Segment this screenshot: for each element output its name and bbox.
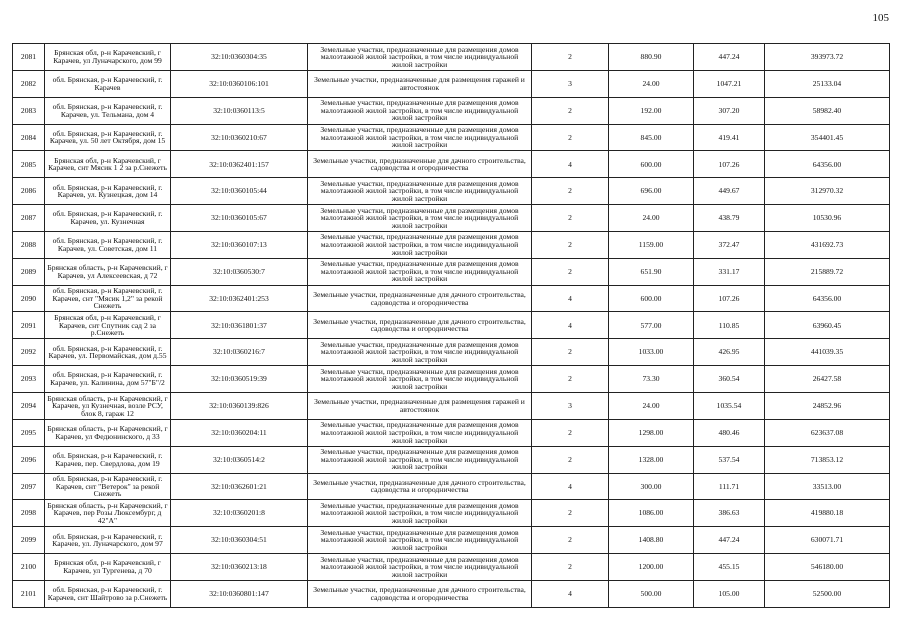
row-cadastral-number: 32:10:0360105:44 (171, 178, 308, 205)
row-group: 2 (532, 258, 609, 285)
row-area: 192.00 (609, 97, 694, 124)
row-address: обл. Брянская, р-н Карачевский, г. Карачев, ул. Первомайская, дом д.55 (45, 339, 171, 366)
row-cadastral-value: 630071.71 (765, 527, 890, 554)
row-address: Брянская область, р-н Карачевский, г Карачев, ул Алексеевская, д 72 (45, 258, 171, 285)
table-row (13, 339, 890, 366)
row-group: 3 (532, 392, 609, 419)
row-land-purpose: Земельные участки, предназначенные для дачного строительства, садоводства и огородничества (308, 473, 532, 500)
row-cadastral-number: 32:10:0360204:11 (171, 419, 308, 446)
row-number: 2101 (13, 580, 45, 607)
row-address: обл. Брянская, р-н Карачевский, г. Карачев, снт "Ветерок" за рекой Снежеть (45, 473, 171, 500)
row-land-purpose: Земельные участки, предназначенные для размещения домов малоэтажной жилой застройки, в том числе индивидуальной жилой застройки (308, 97, 532, 124)
row-cadastral-value: 26427.58 (765, 366, 890, 393)
row-cadastral-number: 32:10:0360530:7 (171, 258, 308, 285)
row-land-purpose: Земельные участки, предназначенные для размещения домов малоэтажной жилой застройки, в том числе индивидуальной жилой застройки (308, 554, 532, 581)
row-cadastral-number: 32:10:0362401:253 (171, 285, 308, 312)
row-cadastral-number: 32:10:0360801:147 (171, 580, 308, 607)
row-address: обл. Брянская, р-н Карачевский, г. Карачев, ул. Советская, дом 11 (45, 231, 171, 258)
row-group: 2 (532, 554, 609, 581)
row-unit-value: 480.46 (694, 419, 765, 446)
row-group: 4 (532, 580, 609, 607)
row-land-purpose: Земельные участки, предназначенные для размещения домов малоэтажной жилой застройки, в том числе индивидуальной жилой застройки (308, 258, 532, 285)
table-row (13, 258, 890, 285)
row-address: Брянская обл, р-н Карачевский, г Карачев, ул Луначарского, дом 99 (45, 44, 171, 71)
row-unit-value: 372.47 (694, 231, 765, 258)
row-land-purpose: Земельные участки, предназначенные для размещения гаражей и автостоянок (308, 392, 532, 419)
row-group: 2 (532, 231, 609, 258)
row-group: 2 (532, 124, 609, 151)
table-row (13, 392, 890, 419)
row-land-purpose: Земельные участки, предназначенные для дачного строительства, садоводства и огородничества (308, 312, 532, 339)
row-cadastral-value: 52500.00 (765, 580, 890, 607)
row-unit-value: 107.26 (694, 151, 765, 178)
table-row (13, 205, 890, 232)
row-area: 1033.00 (609, 339, 694, 366)
row-cadastral-number: 32:10:0360210:67 (171, 124, 308, 151)
row-area: 1298.00 (609, 419, 694, 446)
row-number: 2084 (13, 124, 45, 151)
row-group: 2 (532, 178, 609, 205)
row-cadastral-value: 10530.96 (765, 205, 890, 232)
row-area: 24.00 (609, 70, 694, 97)
row-land-purpose: Земельные участки, предназначенные для размещения гаражей и автостоянок (308, 70, 532, 97)
row-number: 2087 (13, 205, 45, 232)
row-area: 696.00 (609, 178, 694, 205)
table-row (13, 580, 890, 607)
table-row (13, 527, 890, 554)
row-number: 2092 (13, 339, 45, 366)
row-group: 2 (532, 366, 609, 393)
row-cadastral-value: 441039.35 (765, 339, 890, 366)
row-group: 2 (532, 339, 609, 366)
row-group: 4 (532, 312, 609, 339)
table-row (13, 124, 890, 151)
row-cadastral-value: 623637.08 (765, 419, 890, 446)
row-number: 2083 (13, 97, 45, 124)
row-cadastral-value: 354401.45 (765, 124, 890, 151)
table-row (13, 312, 890, 339)
table-row (13, 554, 890, 581)
row-land-purpose: Земельные участки, предназначенные для дачного строительства, садоводства и огородничества (308, 285, 532, 312)
row-cadastral-value: 312970.32 (765, 178, 890, 205)
row-land-purpose: Земельные участки, предназначенные для размещения домов малоэтажной жилой застройки, в том числе индивидуальной жилой застройки (308, 446, 532, 473)
row-number: 2100 (13, 554, 45, 581)
row-land-purpose: Земельные участки, предназначенные для размещения домов малоэтажной жилой застройки, в том числе индивидуальной жилой застройки (308, 231, 532, 258)
row-cadastral-number: 32:10:0360519:39 (171, 366, 308, 393)
row-group: 4 (532, 151, 609, 178)
row-area: 300.00 (609, 473, 694, 500)
row-unit-value: 449.67 (694, 178, 765, 205)
row-group: 2 (532, 205, 609, 232)
row-number: 2086 (13, 178, 45, 205)
row-land-purpose: Земельные участки, предназначенные для размещения домов малоэтажной жилой застройки, в том числе индивидуальной жилой застройки (308, 44, 532, 71)
row-cadastral-number: 32:10:0360216:7 (171, 339, 308, 366)
table-row (13, 44, 890, 71)
row-cadastral-number: 32:10:0360514:2 (171, 446, 308, 473)
row-unit-value: 419.41 (694, 124, 765, 151)
row-group: 4 (532, 473, 609, 500)
row-unit-value: 386.63 (694, 500, 765, 527)
row-cadastral-value: 58982.40 (765, 97, 890, 124)
row-unit-value: 307.20 (694, 97, 765, 124)
row-land-purpose: Земельные участки, предназначенные для размещения домов малоэтажной жилой застройки, в том числе индивидуальной жилой застройки (308, 527, 532, 554)
row-number: 2095 (13, 419, 45, 446)
row-address: Брянская область, р-н Карачевский, г Карачев, пер Розы Люксембург, д 42"А" (45, 500, 171, 527)
row-address: обл. Брянская, р-н Карачевский, г. Карачев, ул. Кузнецкая, дом 14 (45, 178, 171, 205)
row-unit-value: 111.71 (694, 473, 765, 500)
row-cadastral-value: 546180.00 (765, 554, 890, 581)
row-area: 1328.00 (609, 446, 694, 473)
row-land-purpose: Земельные участки, предназначенные для размещения домов малоэтажной жилой застройки, в том числе индивидуальной жилой застройки (308, 419, 532, 446)
row-group: 2 (532, 44, 609, 71)
row-number: 2093 (13, 366, 45, 393)
table-row (13, 178, 890, 205)
row-area: 1086.00 (609, 500, 694, 527)
row-address: Брянская обл, р-н Карачевский, г Карачев, снт Мясик 1 2 за р.Снежеть (45, 151, 171, 178)
table-row (13, 473, 890, 500)
row-address: обл. Брянская, р-н Карачевский, г. Карачев, снт Шайтрово за р.Снежеть (45, 580, 171, 607)
row-land-purpose: Земельные участки, предназначенные для размещения домов малоэтажной жилой застройки, в том числе индивидуальной жилой застройки (308, 500, 532, 527)
row-cadastral-number: 32:10:0360213:18 (171, 554, 308, 581)
table-row (13, 151, 890, 178)
row-cadastral-value: 431692.73 (765, 231, 890, 258)
row-cadastral-value: 215889.72 (765, 258, 890, 285)
page-number: 105 (872, 12, 889, 24)
row-number: 2096 (13, 446, 45, 473)
row-cadastral-number: 32:10:0360304:35 (171, 44, 308, 71)
row-cadastral-value: 419880.18 (765, 500, 890, 527)
row-cadastral-value: 64356.00 (765, 285, 890, 312)
row-land-purpose: Земельные участки, предназначенные для размещения домов малоэтажной жилой застройки, в том числе индивидуальной жилой застройки (308, 205, 532, 232)
row-land-purpose: Земельные участки, предназначенные для размещения домов малоэтажной жилой застройки, в том числе индивидуальной жилой застройки (308, 178, 532, 205)
row-group: 2 (532, 446, 609, 473)
row-group: 3 (532, 70, 609, 97)
table-row (13, 285, 890, 312)
row-address: Брянская область, р-н Карачевский, г Карачев, ул Кузнечная, возле РСУ, блок 8, гараж 12 (45, 392, 171, 419)
row-land-purpose: Земельные участки, предназначенные для размещения домов малоэтажной жилой застройки, в том числе индивидуальной жилой застройки (308, 339, 532, 366)
row-address: обл. Брянская, р-н Карачевский, г. Карачев (45, 70, 171, 97)
row-cadastral-number: 32:10:0360107:13 (171, 231, 308, 258)
row-cadastral-value: 63960.45 (765, 312, 890, 339)
row-area: 24.00 (609, 392, 694, 419)
row-number: 2091 (13, 312, 45, 339)
row-land-purpose: Земельные участки, предназначенные для размещения домов малоэтажной жилой застройки, в том числе индивидуальной жилой застройки (308, 366, 532, 393)
row-unit-value: 107.26 (694, 285, 765, 312)
table-row (13, 446, 890, 473)
table-row (13, 500, 890, 527)
row-area: 880.90 (609, 44, 694, 71)
row-address: обл. Брянская, р-н Карачевский, г. Карачев, ул. Луначарского, дом 97 (45, 527, 171, 554)
row-unit-value: 447.24 (694, 44, 765, 71)
row-cadastral-number: 32:10:0361801:37 (171, 312, 308, 339)
row-cadastral-value: 33513.00 (765, 473, 890, 500)
row-address: Брянская обл, р-н Карачевский, г Карачев, снт Спутник сад 2 за р.Снежеть (45, 312, 171, 339)
row-cadastral-value: 713853.12 (765, 446, 890, 473)
row-address: обл. Брянская, р-н Карачевский, г. Карачев, ул. Тельмана, дом 4 (45, 97, 171, 124)
row-group: 2 (532, 527, 609, 554)
row-group: 2 (532, 419, 609, 446)
row-area: 1408.80 (609, 527, 694, 554)
row-cadastral-value: 24852.96 (765, 392, 890, 419)
row-unit-value: 426.95 (694, 339, 765, 366)
row-number: 2088 (13, 231, 45, 258)
row-group: 2 (532, 97, 609, 124)
row-cadastral-number: 32:10:0360139:826 (171, 392, 308, 419)
row-area: 651.90 (609, 258, 694, 285)
row-unit-value: 1047.21 (694, 70, 765, 97)
row-unit-value: 1035.54 (694, 392, 765, 419)
table-row (13, 97, 890, 124)
row-unit-value: 110.85 (694, 312, 765, 339)
table-row (13, 231, 890, 258)
row-address: обл. Брянская, р-н Карачевский, г. Карачев, ул. Калинина, дом 57"Б"/2 (45, 366, 171, 393)
row-unit-value: 360.54 (694, 366, 765, 393)
row-land-purpose: Земельные участки, предназначенные для дачного строительства, садоводства и огородничества (308, 580, 532, 607)
row-address: Брянская обл, р-н Карачевский, г Карачев, ул Тургенева, д 70 (45, 554, 171, 581)
row-cadastral-value: 25133.04 (765, 70, 890, 97)
row-cadastral-number: 32:10:0360304:51 (171, 527, 308, 554)
row-area: 845.00 (609, 124, 694, 151)
table-row (13, 419, 890, 446)
row-address: обл. Брянская, р-н Карачевский, г. Карачев, снт "Мясик 1,2" за рекой Снежеть (45, 285, 171, 312)
row-land-purpose: Земельные участки, предназначенные для дачного строительства, садоводства и огородничества (308, 151, 532, 178)
registry-table (12, 43, 890, 608)
row-number: 2098 (13, 500, 45, 527)
row-cadastral-number: 32:10:0360106:101 (171, 70, 308, 97)
row-unit-value: 105.00 (694, 580, 765, 607)
row-group: 2 (532, 500, 609, 527)
row-area: 73.30 (609, 366, 694, 393)
row-unit-value: 331.17 (694, 258, 765, 285)
row-cadastral-number: 32:10:0360201:8 (171, 500, 308, 527)
registry-rows (13, 44, 890, 608)
row-cadastral-number: 32:10:0362601:21 (171, 473, 308, 500)
row-area: 500.00 (609, 580, 694, 607)
row-land-purpose: Земельные участки, предназначенные для размещения домов малоэтажной жилой застройки, в том числе индивидуальной жилой застройки (308, 124, 532, 151)
row-unit-value: 537.54 (694, 446, 765, 473)
table-row (13, 366, 890, 393)
row-cadastral-value: 64356.00 (765, 151, 890, 178)
row-unit-value: 447.24 (694, 527, 765, 554)
row-number: 2082 (13, 70, 45, 97)
row-cadastral-number: 32:10:0360105:67 (171, 205, 308, 232)
row-area: 1159.00 (609, 231, 694, 258)
row-address: обл. Брянская, р-н Карачевский, г. Карачев, ул. Кузнечная (45, 205, 171, 232)
row-number: 2090 (13, 285, 45, 312)
row-area: 600.00 (609, 285, 694, 312)
row-number: 2089 (13, 258, 45, 285)
row-area: 600.00 (609, 151, 694, 178)
row-area: 24.00 (609, 205, 694, 232)
row-number: 2094 (13, 392, 45, 419)
row-number: 2099 (13, 527, 45, 554)
row-area: 1200.00 (609, 554, 694, 581)
row-number: 2097 (13, 473, 45, 500)
table-row (13, 70, 890, 97)
row-group: 4 (532, 285, 609, 312)
row-area: 577.00 (609, 312, 694, 339)
row-number: 2085 (13, 151, 45, 178)
row-cadastral-number: 32:10:0360113:5 (171, 97, 308, 124)
row-unit-value: 455.15 (694, 554, 765, 581)
row-address: обл. Брянская, р-н Карачевский, г. Карачев, пер. Свердлова, дом 19 (45, 446, 171, 473)
row-number: 2081 (13, 44, 45, 71)
row-address: обл. Брянская, р-н Карачевский, г. Карачев, ул. 50 лет Октября, дом 15 (45, 124, 171, 151)
row-address: Брянская область, р-н Карачевский, г Карачев, ул Федюнинского, д 33 (45, 419, 171, 446)
row-unit-value: 438.79 (694, 205, 765, 232)
row-cadastral-number: 32:10:0362401:157 (171, 151, 308, 178)
row-cadastral-value: 393973.72 (765, 44, 890, 71)
